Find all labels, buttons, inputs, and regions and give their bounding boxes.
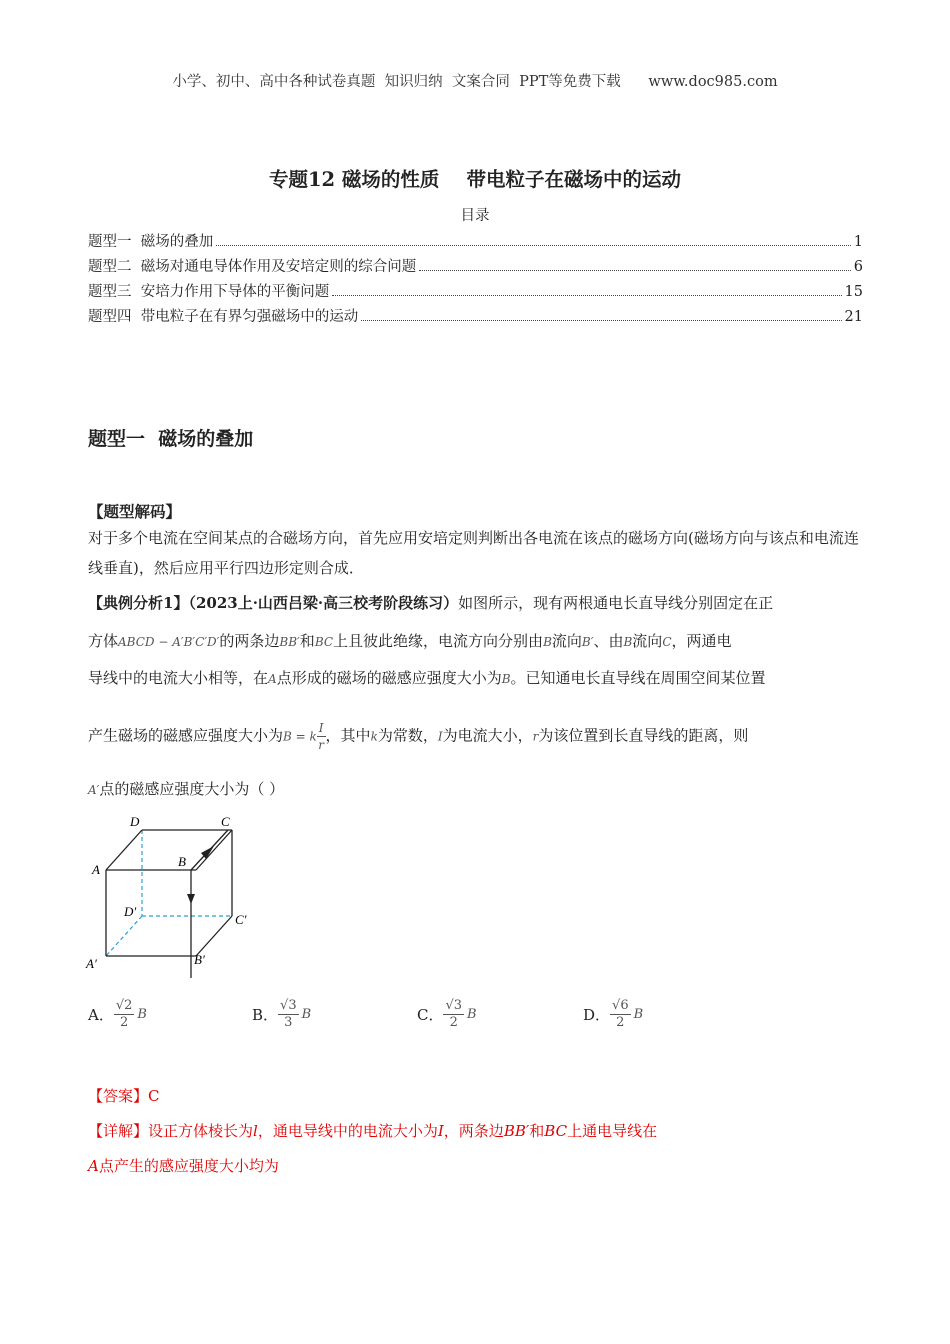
toc-item-label: 题型一 磁场的叠加 xyxy=(88,234,214,250)
option-a[interactable]: A． $\frac{√2}{2}$ B xyxy=(88,998,147,1030)
edge-cb xyxy=(196,916,232,956)
example-text: 方体 xyxy=(88,632,119,650)
example-line-2 xyxy=(88,630,732,651)
answer-tag: 【答案】 xyxy=(88,1087,149,1105)
detail-line-2: A点产生的感应强度大小均为 xyxy=(88,1157,279,1175)
example-text: 流向 xyxy=(632,632,663,650)
edge-bc xyxy=(196,830,232,870)
math-a: A xyxy=(268,672,277,686)
toc-item-page: 6 xyxy=(853,259,863,275)
toc-leader xyxy=(419,269,851,271)
example-text: 点的磁感应强度大小为（ ） xyxy=(99,780,285,798)
math-bp: B′ xyxy=(581,635,594,649)
math-bb: BB′ xyxy=(503,1122,530,1140)
example-text: 。已知通电长直导线在周围空间某位置 xyxy=(510,669,766,687)
formula-lhs: B = k xyxy=(283,729,317,744)
math-b: B xyxy=(501,672,511,686)
example-text: 为电流大小， xyxy=(442,726,533,745)
header-text: 小学、初中、高中各种试卷真题 知识归纳 文案合同 PPT等免费下载 xyxy=(172,74,621,90)
math-b: B xyxy=(543,635,552,649)
math-bc: BC xyxy=(544,1122,568,1140)
option-d[interactable]: D． $\frac{√6}{2}$ B xyxy=(583,998,644,1030)
example-line-5 xyxy=(88,778,284,799)
toc-item-label: 题型三 安培力作用下导体的平衡问题 xyxy=(88,284,330,300)
example-text: ，其中 xyxy=(325,726,371,745)
example-text: 导线中的电流大小相等，在 xyxy=(88,669,269,687)
label-Ap: A′ xyxy=(86,956,97,971)
answer-line xyxy=(88,1085,160,1106)
example-text: 流向 xyxy=(551,632,582,650)
label-C: C xyxy=(221,814,230,829)
label-Dp: D′ xyxy=(124,904,137,919)
edge-top-left xyxy=(106,830,142,870)
label-B: B xyxy=(178,854,186,869)
page-title: 专题12 磁场的性质 带电粒子在磁场中的运动 xyxy=(268,168,682,191)
decode-heading: 【题型解码】 xyxy=(88,502,182,521)
example-text: 如图所示，现有两根通电长直导线分别固定在正 xyxy=(458,594,774,612)
example-text: ，两通电 xyxy=(671,632,732,650)
decode-text: 对于多个电流在空间某点的合磁场方向，首先应用安培定则判断出各电流在该点的磁场方向(磁场方向与该点和电流连线垂直)，然后应用平行四边形定则合成． xyxy=(88,529,859,577)
detail-tag: 【详解】 xyxy=(88,1122,149,1140)
page-header xyxy=(0,70,950,91)
math-ap: A′ xyxy=(88,783,100,797)
example-text: 产生磁场的磁感应强度大小为 xyxy=(88,726,284,745)
toc-item-label: 题型四 带电粒子在有界匀强磁场中的运动 xyxy=(88,309,359,325)
example-text: 的两条边 xyxy=(219,632,280,650)
option-c[interactable]: C． $\frac{√3}{2}$ B xyxy=(417,998,477,1030)
toc-item-page: 1 xyxy=(853,234,863,250)
edge-da xyxy=(106,916,142,956)
toc-item[interactable] xyxy=(88,305,863,326)
toc-item-page: 21 xyxy=(844,309,863,325)
toc-leader xyxy=(361,319,841,321)
example-line-4 xyxy=(88,720,748,753)
toc-item[interactable] xyxy=(88,255,863,276)
example-line-3 xyxy=(88,667,766,688)
answer-value: C xyxy=(148,1087,160,1105)
formula-fraction: $\frac{I}{r}$ xyxy=(318,721,325,752)
math-r: r xyxy=(532,729,539,744)
label-Bp: B′ xyxy=(194,952,205,967)
toc-heading: 目录 xyxy=(460,208,490,224)
cube-figure xyxy=(80,812,260,984)
toc-item[interactable] xyxy=(88,230,863,251)
example-source: （2023上·山西吕梁·高三校考阶段练习） xyxy=(188,594,459,612)
toc-item-label: 题型二 磁场对通电导体作用及安培定则的综合问题 xyxy=(88,259,417,275)
toc-leader xyxy=(216,244,851,246)
option-b[interactable]: B． $\frac{√3}{3}$ B xyxy=(252,998,312,1030)
section-heading: 题型一 磁场的叠加 xyxy=(88,428,254,450)
math-k: k xyxy=(370,729,378,744)
example-tag: 【典例分析1】 xyxy=(88,594,189,612)
toc-item[interactable] xyxy=(88,280,863,301)
label-A: A xyxy=(92,862,100,877)
example-text: 上且彼此绝缘，电流方向分别由 xyxy=(333,632,544,650)
math-cube: ABCD − A′B′C′D′ xyxy=(118,635,220,649)
example-text: 为该位置到长直导线的距离，则 xyxy=(538,726,749,745)
toc-leader xyxy=(332,294,841,296)
math-b: B xyxy=(623,635,633,649)
math-c: C xyxy=(662,635,672,649)
math-bb: BB′ xyxy=(279,635,300,649)
example-text: 和 xyxy=(299,632,315,650)
example-text: 、由 xyxy=(593,632,624,650)
detail-line-1: 【详解】设正方体棱长为l，通电导线中的电流大小为I，两条边BB′和BC上通电导线在 xyxy=(88,1122,658,1140)
label-Cp: C′ xyxy=(235,912,247,927)
label-D: D xyxy=(130,814,140,829)
toc-item-page: 15 xyxy=(844,284,863,300)
example-text: 点形成的磁场的磁感应强度大小为 xyxy=(276,669,502,687)
header-site: www.doc985.com xyxy=(648,74,778,90)
math-i: I xyxy=(437,1122,444,1140)
math-l: l xyxy=(253,1122,258,1140)
math-i: I xyxy=(437,729,443,744)
example-line-1 xyxy=(88,592,773,613)
math-a: A xyxy=(88,1157,99,1175)
arrow-down-icon xyxy=(187,894,195,904)
example-text: 为常数， xyxy=(377,726,438,745)
math-bc: BC xyxy=(314,635,334,649)
